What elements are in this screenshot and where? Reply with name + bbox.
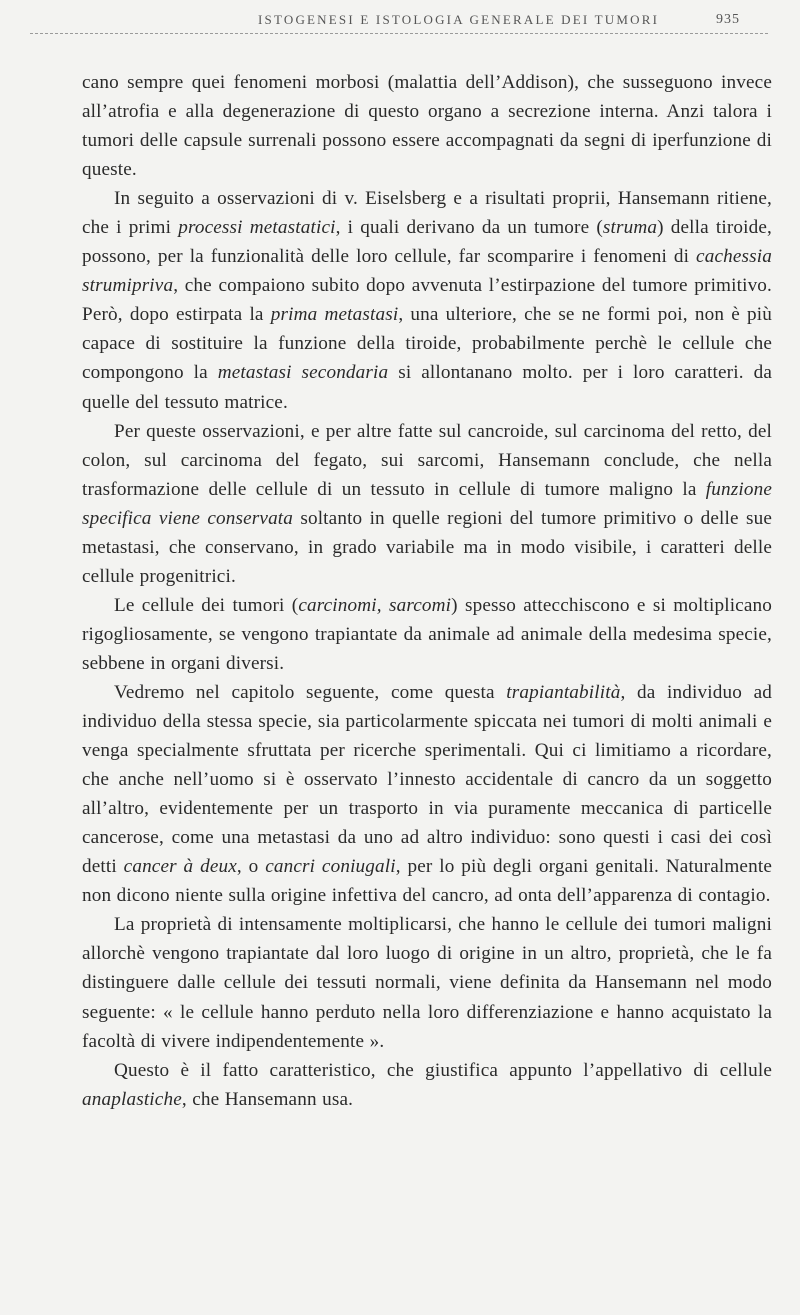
paragraph — [82, 184, 772, 416]
body-text — [82, 68, 772, 1114]
paragraph — [82, 910, 772, 1055]
italic-term: funzione specifica viene conservata — [82, 478, 772, 529]
italic-term: processi metastatici — [178, 217, 336, 239]
italic-term: prima metastasi — [270, 304, 399, 326]
text-run: soltanto in quelle regioni del tumore primitivo o delle sue metastasi, che conservano, in grado variabile ma in modo visibile, i caratteri delle cellule progenitrici. — [82, 507, 772, 587]
italic-term: cancer à deux — [123, 856, 237, 878]
running-head: ISTOGENESI E ISTOLOGIA GENERALE DEI TUMORI — [258, 12, 660, 27]
italic-term: struma — [602, 217, 658, 239]
italic-term: cachessia strumipriva — [82, 246, 772, 297]
text-run: ) della tiroide, possono, per la funzionalità delle loro cellule, far scomparire i fenomeni di — [82, 217, 772, 268]
italic-term: anaplastiche — [82, 1088, 182, 1110]
page-number: 935 — [716, 12, 740, 27]
text-run: , i quali derivano da un tumore ( — [335, 217, 603, 239]
text-run: La proprietà di intensamente moltiplicarsi, che hanno le cellule dei tumori maligni allorchè vengono trapiantate dal loro luogo di origine in un altro, proprietà, che le fa distinguere dalle cellule dei tessuti normali, viene definita da Hansemann nel modo seguente: « le cellule hanno perduto nella loro differenziazione e hanno acquistato la facoltà di vivere indipendentemente ». — [82, 914, 772, 1052]
text-run: , per lo più degli organi genitali. Naturalmente non dicono niente sulla origine infettiva del cancro, ad onta dell’apparenza di contagio. — [82, 856, 772, 907]
text-run: Le cellule dei tumori ( — [114, 594, 299, 616]
paragraph — [82, 591, 772, 678]
italic-term: trapiantabilità — [506, 681, 621, 703]
text-run: , da individuo ad individuo della stessa specie, sia particolarmente spiccata nei tumori di molti animali e venga specialmente sfruttata per ricerche sperimentali. Qui ci limitiamo a ricordare, che anche nell’uomo si è osservato l’innesto accidentale di cancro da un soggetto all’altro, evidentemente per un trasporto in via puramente meccanica di particelle cancerose, come una metastasi da uno ad altro individuo: sono questi i casi dei così detti — [82, 681, 772, 878]
italic-term: carcinomi, sarcomi — [298, 594, 452, 616]
page-header — [0, 12, 800, 42]
text-run: Per queste osservazioni, e per altre fatte sul cancroide, sul carcinoma del retto, del colon, sul carcinoma del fegato, sui sarcomi, Hansemann conclude, che nella trasformazione delle cellule di un tessuto in cellule di tumore maligno la — [82, 420, 772, 500]
text-run: Vedremo nel capitolo seguente, come questa — [114, 681, 507, 703]
text-run: Questo è il fatto caratteristico, che giustifica appunto l’appellativo di cellule — [114, 1059, 772, 1081]
text-run: cano sempre quei fenomeni morbosi (malattia dell’Addison), che susseguono invece all’atrofia e alla degenerazione di questo organo a secrezione interna. Anzi talora i tumori delle capsule surrenali possono essere accompagnati da segni di iperfunzione di queste. — [82, 72, 772, 181]
text-run: ) spesso attecchiscono e si moltiplicano rigogliosamente, se vengono trapiantate da animale ad animale della medesima specie, sebbene in organi diversi. — [82, 594, 772, 674]
text-run: , o — [236, 856, 266, 878]
paragraph — [82, 1056, 772, 1114]
paragraph — [82, 68, 772, 184]
text-run: , una ulteriore, che se ne formi poi, non è più capace di sostituire la funzione della tiroide, probabilmente perchè le cellule che compongono la — [82, 304, 772, 384]
text-run: si allontanano molto. per i loro caratteri. da quelle del tessuto matrice. — [82, 362, 772, 413]
paragraph — [82, 417, 772, 591]
italic-term: cancri coniugali — [265, 856, 396, 878]
text-run: , che compaiono subito dopo avvenuta l’estirpazione del tumore primitivo. Però, dopo estirpata la — [82, 275, 772, 326]
paragraph — [82, 678, 772, 910]
italic-term: metastasi secondaria — [217, 362, 389, 384]
text-run: , che Hansemann usa. — [181, 1088, 354, 1110]
header-rule — [30, 33, 768, 34]
text-run: In seguito a osservazioni di v. Eiselsberg e a risultati proprii, Hansemann ritiene, che i primi — [82, 188, 772, 239]
